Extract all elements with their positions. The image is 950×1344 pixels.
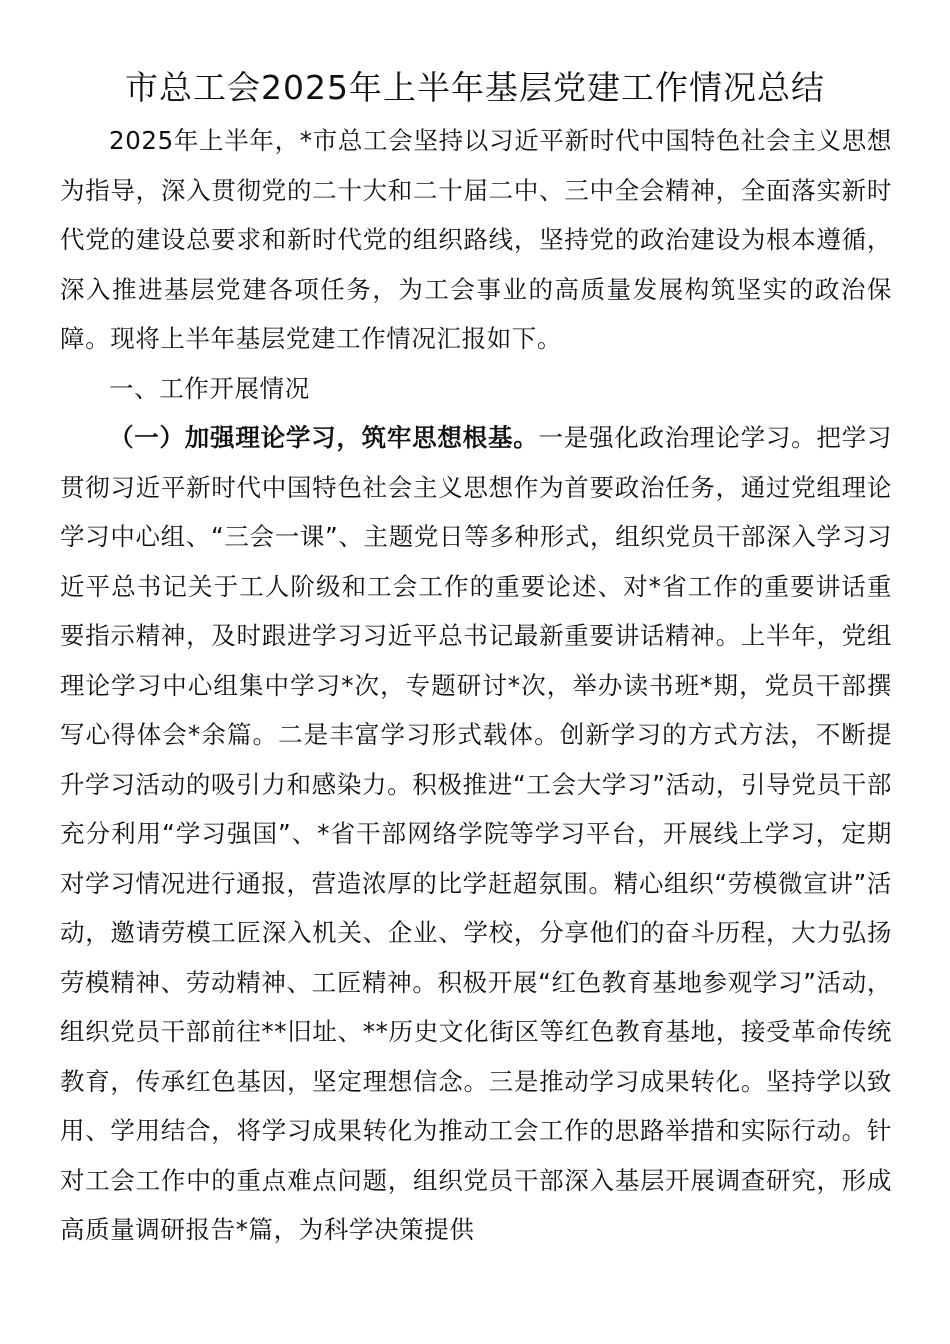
item-lead: （一）加强理论学习，筑牢思想根基。 <box>109 423 539 452</box>
item-text: 一是强化政治理论学习。把学习贯彻习近平新时代中国特色社会主义思想作为首要政治任务，通过党组理论学习中心组、“三会一课”、主题党日等多种形式，组织党员干部深入学习习近平总书记关于工人阶级和工会工作的重要论述、对*省工作的重要讲话重要指示精神，及时跟进学习习近平总书记最新重要讲话精神。上半年，党组理论学习中心组集中学习*次，专题研讨*次，举办读书班*期，党员干部撰写心得体会*余篇。二是丰富学习形式载体。创新学习的方式方法，不断提升学习活动的吸引力和感染力。积极推进“工会大学习”活动，引导党员干部充分利用“学习强国”、*省干部网络学院等学习平台，开展线上学习，定期对学习情况进行通报，营造浓厚的比学赶超氛围。精心组织“劳模微宣讲”活动，邀请劳模工匠深入机关、企业、学校，分享他们的奋斗历程，大力弘扬劳模精神、劳动精神、工匠精神。积极开展“红色教育基地参观学习”活动，组织党员干部前往**旧址、**历史文化街区等红色教育基地，接受革命传统教育，传承红色基因，坚定理想信念。三是推动学习成果转化。坚持学以致用、学用结合，将学习成果转化为推动工会工作的思路举措和实际行动。针对工会工作中的重点难点问题，组织党员干部深入基层开展调查研究，形成高质量调研报告*篇，为科学决策提供 <box>60 423 893 1244</box>
intro-paragraph: 2025年上半年，*市总工会坚持以习近平新时代中国特色社会主义思想为指导，深入贯彻党的二十大和二十届二中、三中全会精神，全面落实新时代党的建设总要求和新时代党的组织路线，坚持党的政治建设为根本遵循，深入推进基层党建各项任务，为工会事业的高质量发展构筑坚实的政治保障。现将上半年基层党建工作情况汇报如下。 <box>60 126 892 353</box>
item-paragraph <box>60 413 892 1255</box>
document-title: 市总工会2025年上半年基层党建工作情况总结 <box>125 68 825 107</box>
section-heading: 一、工作开展情况 <box>109 373 310 403</box>
document-body <box>60 116 892 1255</box>
